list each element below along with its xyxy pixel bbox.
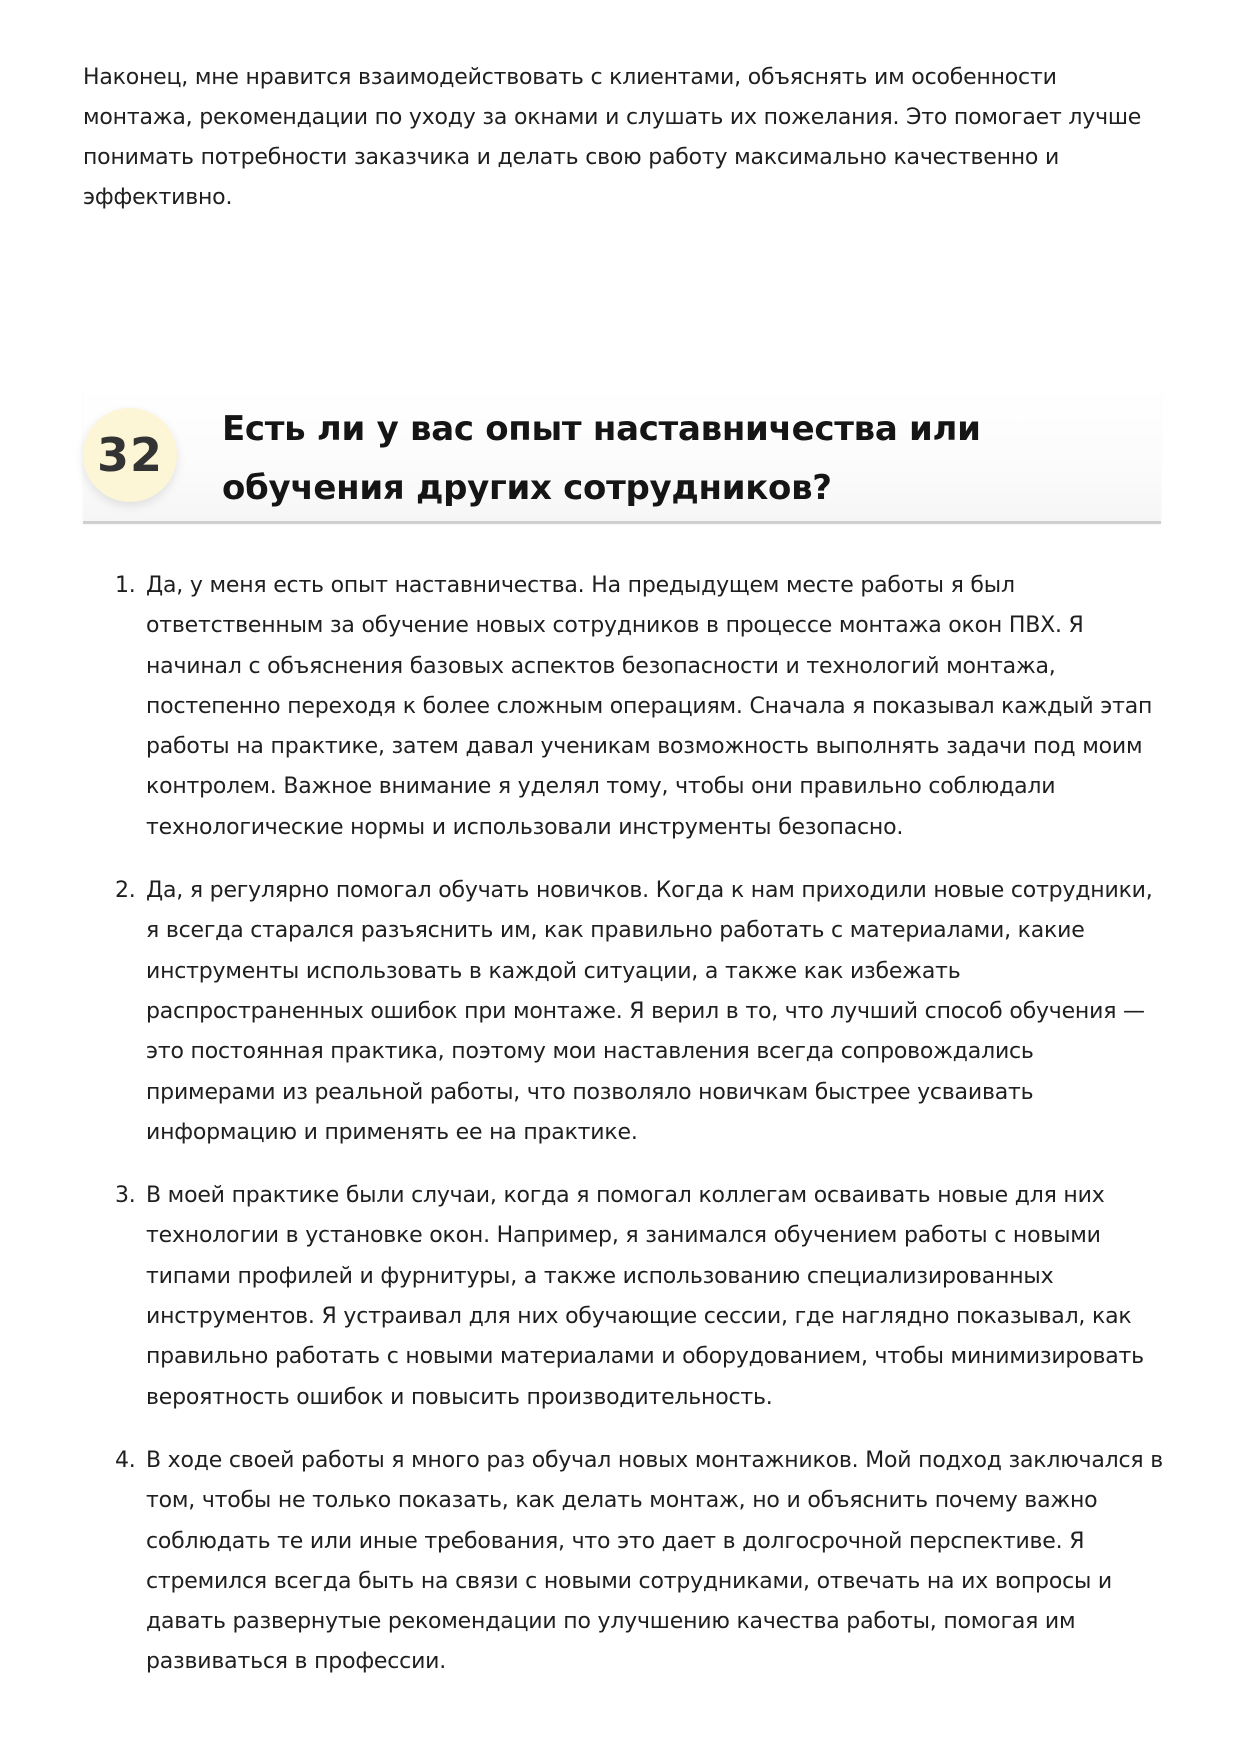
answer-item-3: [83, 1176, 1163, 1418]
answer-number: 3.: [115, 1183, 136, 1209]
answer-number: 1.: [115, 573, 136, 598]
answer-item-2: [83, 871, 1163, 1153]
answer-text: Да, у меня есть опыт наставничества. На предыдущем месте работы я был ответственным за обучение новых сотрудников в процессе монтажа окон ПВХ. Я начинал с объяснения базовых аспектов безопасности и технологий монтажа, постепенно переходя к более сложным операциям. Сначала я показывал каждый этап работы на практике, затем давал ученикам возможность выполнять задачи под моим контролем. Важное внимание я уделял тому, чтобы они правильно соблюдали технологические нормы и использовали инструменты безопасно.: [146, 573, 1153, 840]
answer-text: Да, я регулярно помогал обучать новичков. Когда к нам приходили новые сотрудники, я всегда старался разъяснить им, как правильно работать с материалами, какие инструменты использовать в каждой ситуации, а также как избежать распространенных ошибок при монтаже. Я верил в то, что лучший способ обучения — это постоянная практика, поэтому мои наставления всегда сопровождались примерами из реальной работы, что позволяло новичкам быстрее усваивать информацию и применять ее на практике.: [146, 878, 1153, 1145]
answer-number: 4.: [115, 1447, 136, 1473]
answer-item-1: [83, 566, 1163, 848]
answer-text: В ходе своей работы я много раз обучал новых монтажников. Мой подход заключался в том, чтобы не только показать, как делать монтаж, но и объяснить почему важно соблюдать те или иные требования, что это дает в долгосрочной перспективе. Я стремился всегда быть на связи с новыми сотрудниками, отвечать на их вопросы и давать развернутые рекомендации по улучшению качества работы, помогая им развиваться в профессии.: [146, 1447, 1163, 1675]
intro-paragraph: Наконец, мне нравится взаимодействовать с клиентами, объяснять им особенности монтажа, рекомендации по уходу за окнами и слушать их пожелания. Это помогает лучше понимать потребности заказчика и делать свою работу максимально качественно и эффективно.: [83, 65, 1142, 210]
question-number-badge: 32: [83, 408, 177, 502]
answers-list: [83, 566, 1163, 1706]
answer-number: 2.: [115, 878, 136, 904]
answer-text: В моей практике были случаи, когда я помогал коллегам осваивать новые для них технологии в установке окон. Например, я занимался обучением работы с новыми типами профилей и фурнитуры, а также использованию специализированных инструментов. Я устраивал для них обучающие сессии, где наглядно показывал, как правильно работать с новыми материалами и оборудованием, чтобы минимизировать вероятность ошибок и повысить производительность.: [146, 1183, 1144, 1410]
answer-item-4: [83, 1441, 1163, 1683]
question-title: Есть ли у вас опыт наставничества или обучения других сотрудников?: [222, 409, 981, 508]
question-header: [83, 388, 1161, 524]
